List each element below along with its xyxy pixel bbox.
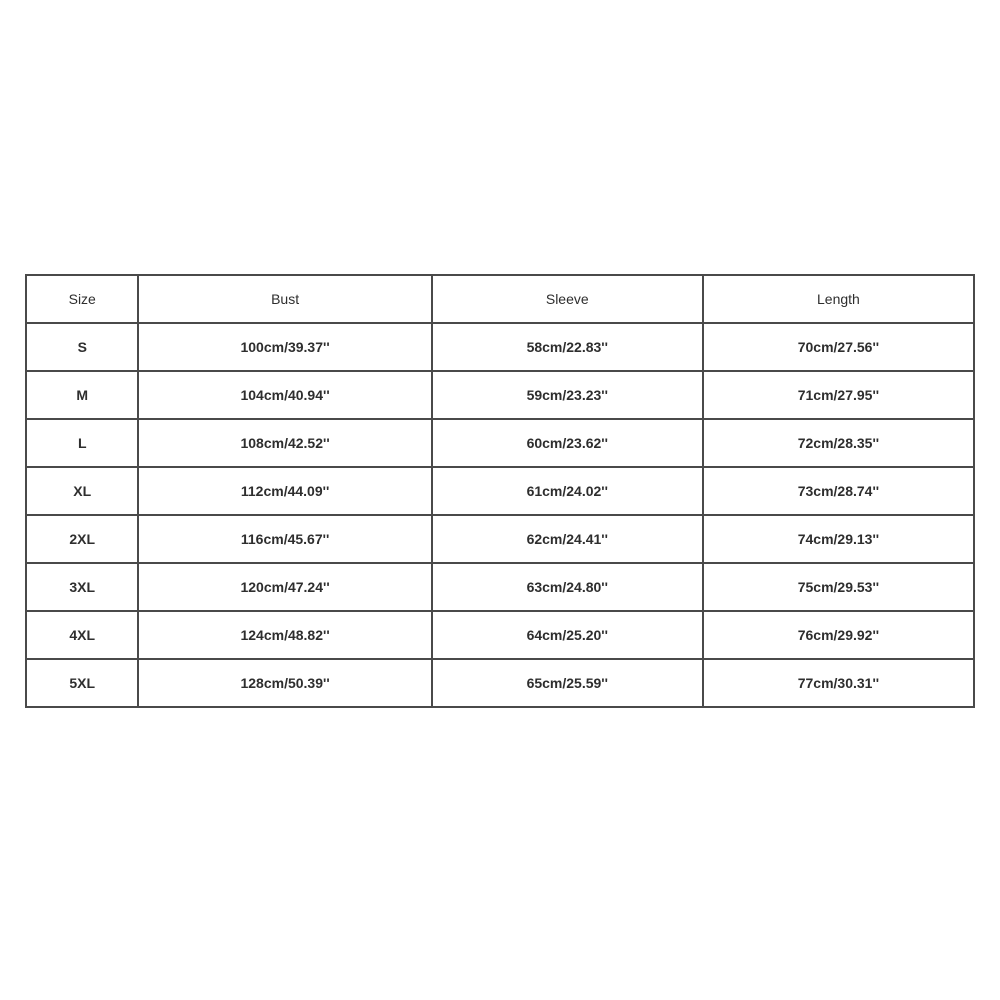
- cell-sleeve: 60cm/23.62'': [432, 419, 703, 467]
- cell-sleeve: 58cm/22.83'': [432, 323, 703, 371]
- cell-size: L: [26, 419, 138, 467]
- cell-length: 70cm/27.56'': [703, 323, 974, 371]
- cell-sleeve: 61cm/24.02'': [432, 467, 703, 515]
- table-row: [26, 323, 974, 371]
- header-bust: Bust: [138, 275, 431, 323]
- cell-size: 3XL: [26, 563, 138, 611]
- table-row: [26, 467, 974, 515]
- cell-sleeve: 59cm/23.23'': [432, 371, 703, 419]
- size-chart-body: [26, 323, 974, 707]
- cell-length: 76cm/29.92'': [703, 611, 974, 659]
- cell-bust: 112cm/44.09'': [138, 467, 431, 515]
- cell-length: 77cm/30.31'': [703, 659, 974, 707]
- cell-bust: 108cm/42.52'': [138, 419, 431, 467]
- cell-length: 74cm/29.13'': [703, 515, 974, 563]
- cell-size: S: [26, 323, 138, 371]
- cell-length: 72cm/28.35'': [703, 419, 974, 467]
- cell-sleeve: 63cm/24.80'': [432, 563, 703, 611]
- table-row: [26, 659, 974, 707]
- cell-bust: 104cm/40.94'': [138, 371, 431, 419]
- header-sleeve: Sleeve: [432, 275, 703, 323]
- cell-size: 5XL: [26, 659, 138, 707]
- cell-bust: 124cm/48.82'': [138, 611, 431, 659]
- cell-sleeve: 65cm/25.59'': [432, 659, 703, 707]
- header-size: Size: [26, 275, 138, 323]
- cell-size: 2XL: [26, 515, 138, 563]
- size-chart-table: [25, 274, 975, 708]
- table-row: [26, 419, 974, 467]
- table-row: [26, 515, 974, 563]
- cell-length: 75cm/29.53'': [703, 563, 974, 611]
- cell-sleeve: 62cm/24.41'': [432, 515, 703, 563]
- table-header-row: [26, 275, 974, 323]
- table-row: [26, 371, 974, 419]
- cell-size: 4XL: [26, 611, 138, 659]
- header-length: Length: [703, 275, 974, 323]
- cell-bust: 120cm/47.24'': [138, 563, 431, 611]
- table-row: [26, 611, 974, 659]
- cell-size: XL: [26, 467, 138, 515]
- cell-size: M: [26, 371, 138, 419]
- table-row: [26, 563, 974, 611]
- cell-bust: 128cm/50.39'': [138, 659, 431, 707]
- cell-sleeve: 64cm/25.20'': [432, 611, 703, 659]
- cell-bust: 100cm/39.37'': [138, 323, 431, 371]
- cell-bust: 116cm/45.67'': [138, 515, 431, 563]
- cell-length: 73cm/28.74'': [703, 467, 974, 515]
- cell-length: 71cm/27.95'': [703, 371, 974, 419]
